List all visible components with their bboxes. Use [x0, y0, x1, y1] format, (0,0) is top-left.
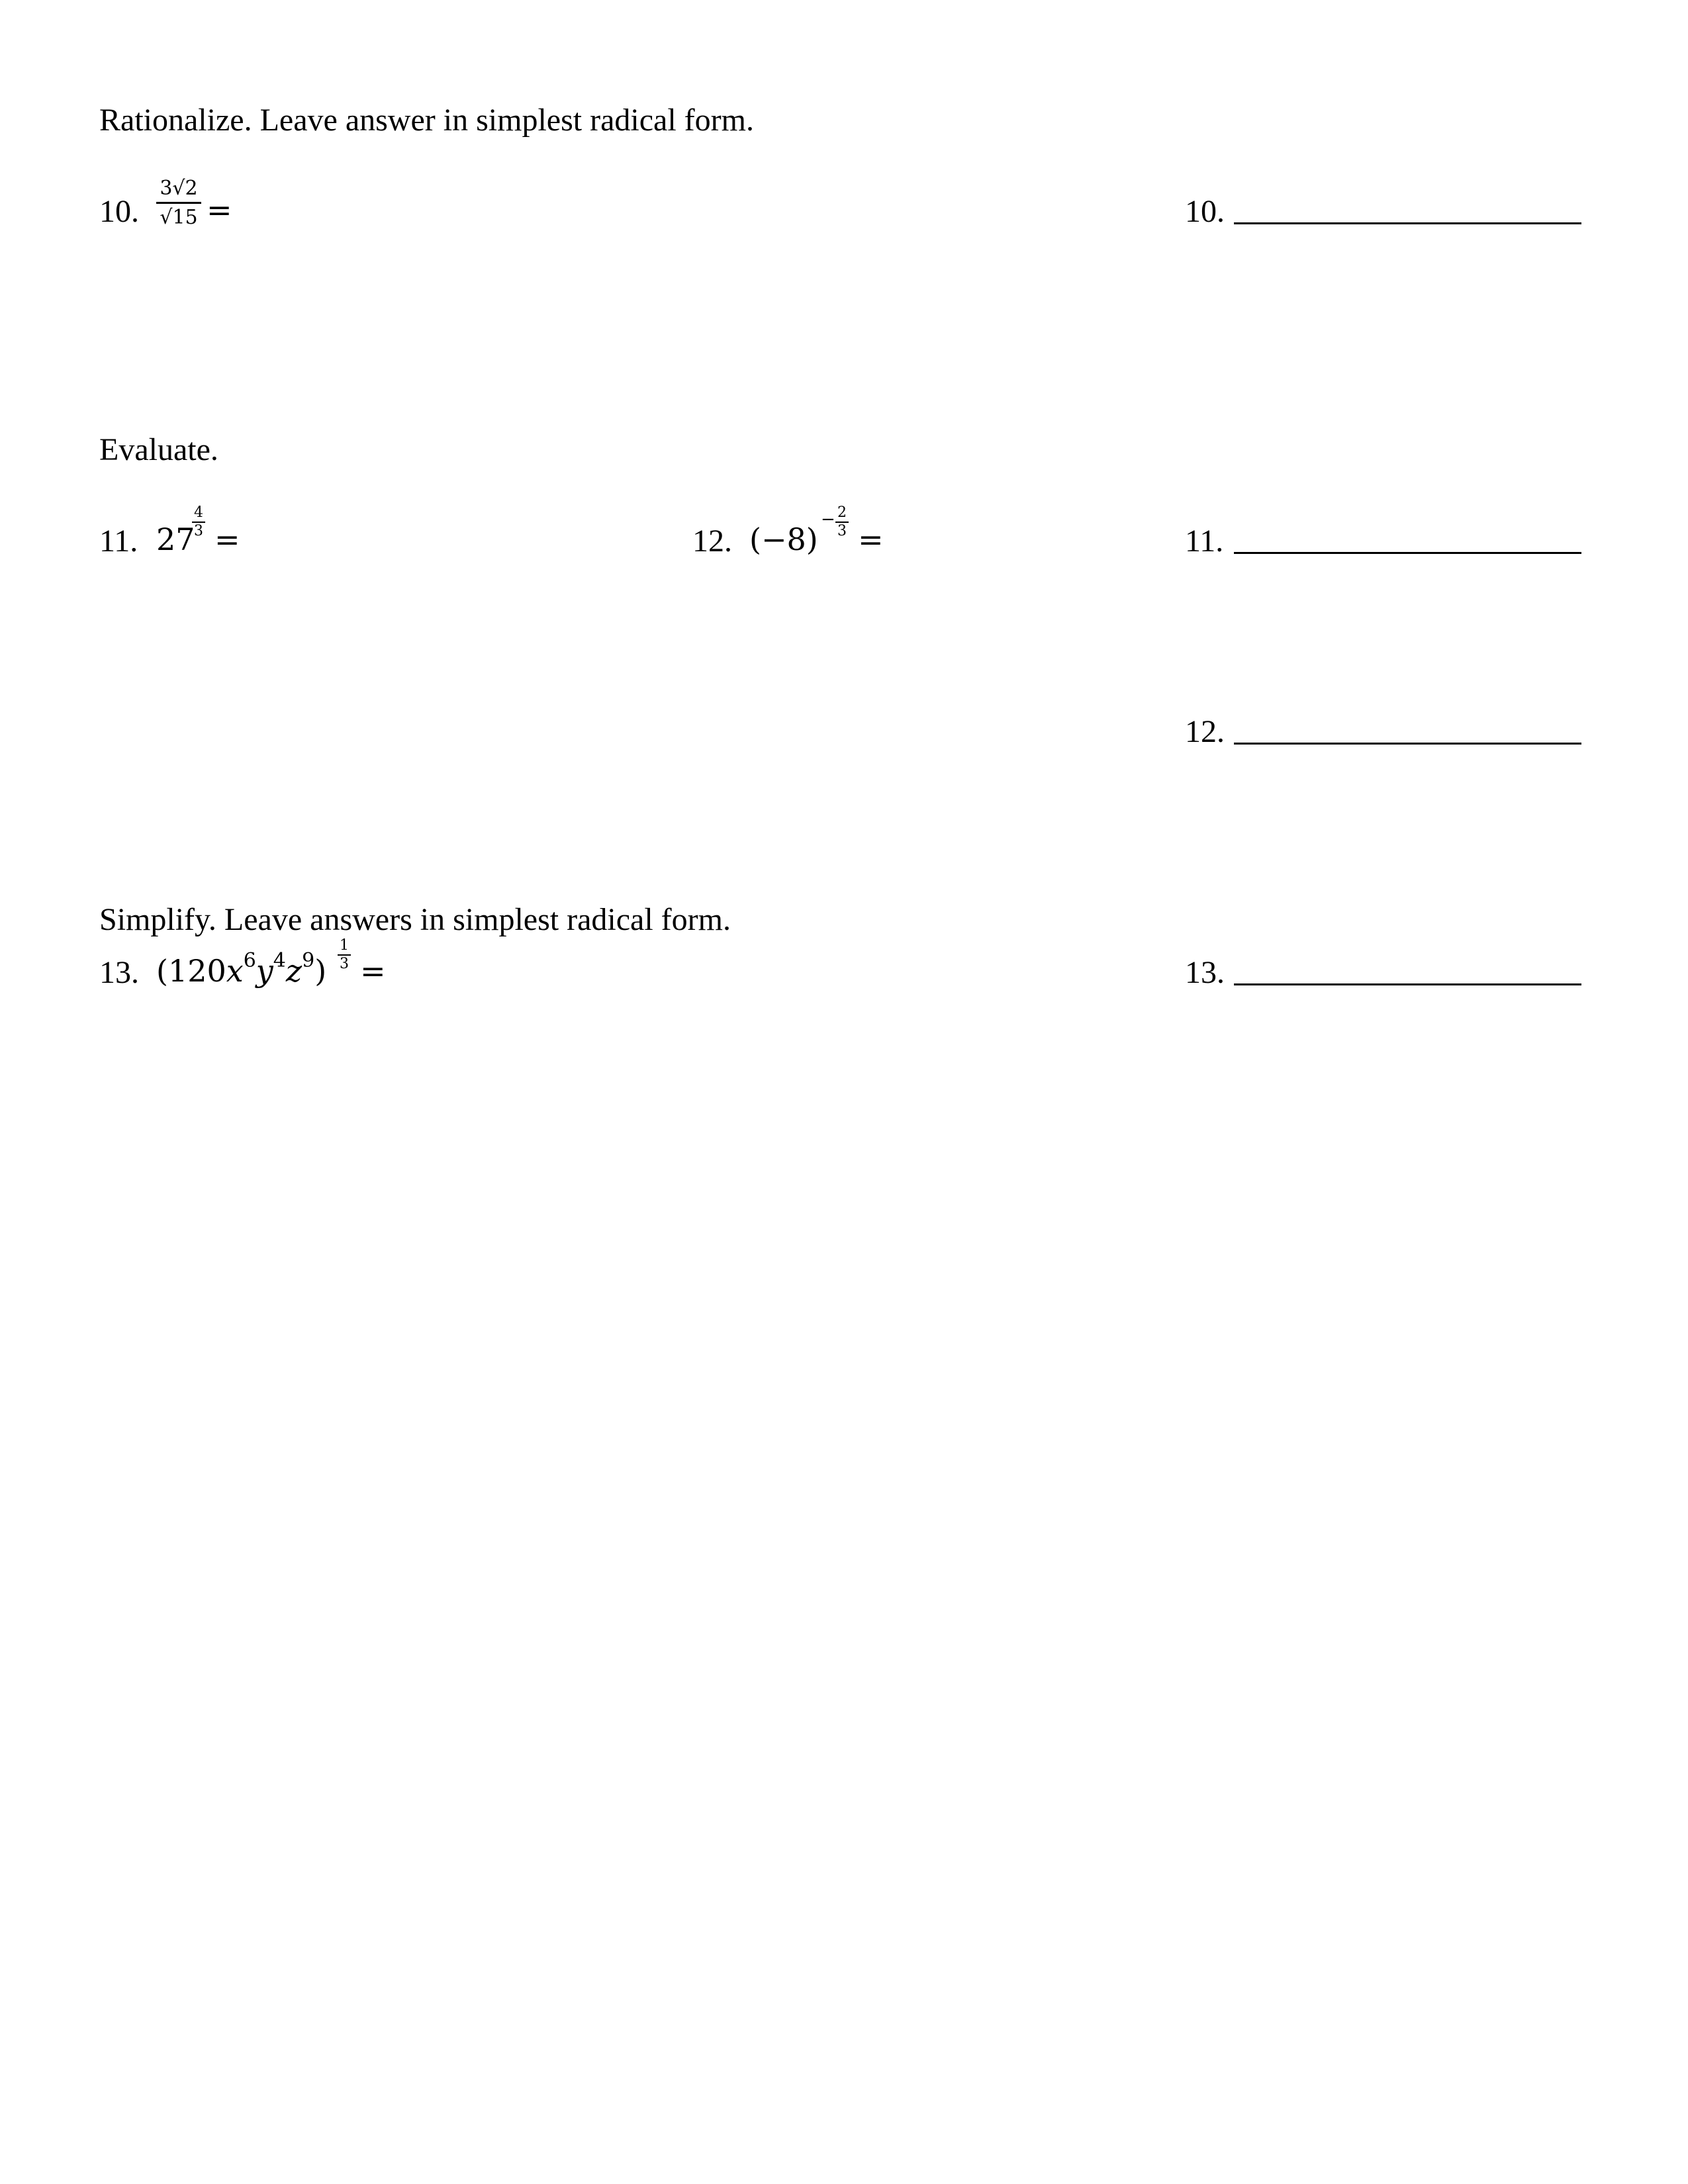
- question-10-label: 10.: [99, 194, 139, 229]
- question-12-equals: =: [858, 522, 884, 557]
- instruction-simplify: Simplify. Leave answers in simplest radical form.: [99, 902, 731, 937]
- question-11-base: 27: [156, 522, 195, 557]
- question-13-expression: [156, 949, 327, 989]
- question-10-fraction: [156, 177, 201, 228]
- question-13-open: (120: [156, 953, 226, 989]
- answer-11-label: 11.: [1185, 523, 1224, 559]
- question-13-label: 13.: [99, 955, 139, 990]
- question-12-exp-num: 2: [837, 504, 847, 521]
- question-13-exponent: [338, 938, 351, 972]
- question-10-equals: =: [207, 192, 232, 228]
- answer-11-blank[interactable]: [1234, 552, 1581, 554]
- question-13-exp-num: 1: [340, 937, 349, 954]
- question-13-exp-den: 3: [340, 956, 349, 972]
- question-13-close: ): [314, 953, 327, 989]
- question-13-x-exp: 6: [243, 949, 256, 972]
- instruction-rationalize: Rationalize. Leave answer in simplest radical form.: [99, 103, 754, 138]
- question-11-label: 11.: [99, 523, 138, 559]
- question-12-base: (−8): [749, 522, 818, 557]
- question-13-y: y: [256, 953, 273, 989]
- question-11-equals: =: [214, 522, 240, 557]
- question-10-numerator: 3√2: [160, 177, 198, 200]
- question-13-z: z: [285, 953, 303, 989]
- instruction-evaluate: Evaluate.: [99, 432, 218, 467]
- question-13-y-exp: 4: [273, 949, 286, 972]
- answer-12-label: 12.: [1185, 714, 1225, 749]
- question-13-x: x: [226, 953, 244, 989]
- question-10-denominator: √15: [160, 206, 198, 229]
- question-11-exponent: [192, 506, 205, 539]
- question-13-z-exp: 9: [302, 949, 315, 972]
- answer-10-label: 10.: [1185, 194, 1225, 229]
- question-13-equals: =: [360, 953, 386, 989]
- answer-13-label: 13.: [1185, 955, 1225, 990]
- question-12-exponent: [835, 506, 849, 539]
- answer-10-blank[interactable]: [1234, 222, 1581, 224]
- fraction-bar: [156, 202, 201, 204]
- question-11-exp-num: 4: [194, 504, 203, 521]
- question-12-label: 12.: [692, 523, 732, 559]
- answer-12-blank[interactable]: [1234, 743, 1581, 745]
- question-12-exp-sign: −: [821, 510, 835, 529]
- answer-13-blank[interactable]: [1234, 983, 1581, 985]
- question-11-exp-den: 3: [194, 523, 203, 539]
- question-12-exp-den: 3: [837, 523, 847, 539]
